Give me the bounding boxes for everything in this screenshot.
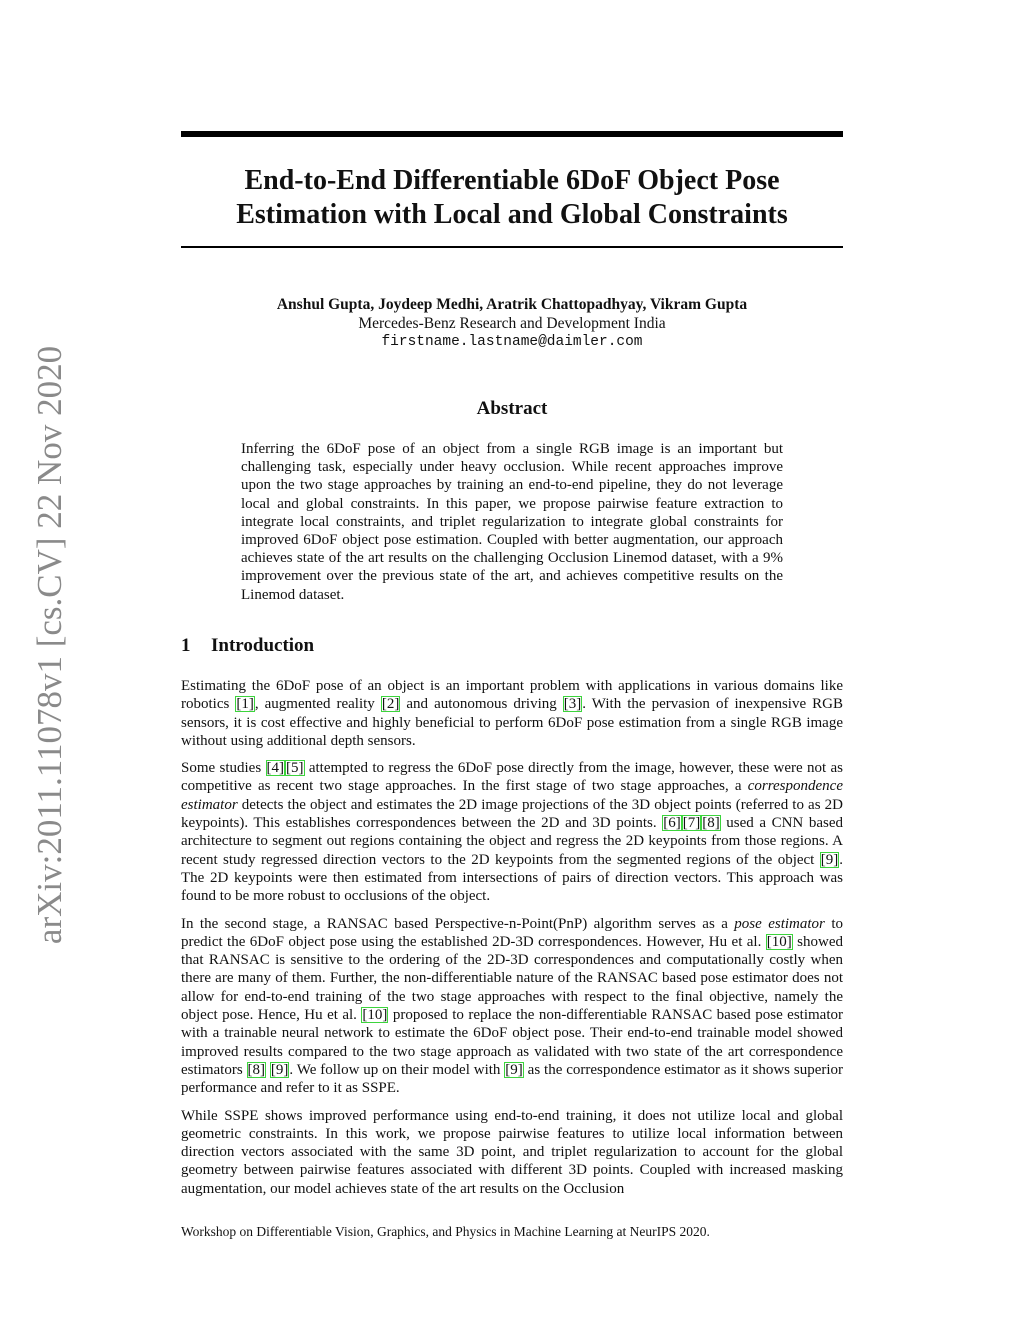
section-title: Introduction bbox=[211, 635, 315, 656]
citation-link[interactable]: [8] bbox=[702, 815, 720, 832]
title-line-2: Estimation with Local and Global Constraints bbox=[236, 199, 788, 230]
paragraph-1 bbox=[181, 677, 843, 750]
paragraph-4: While SSPE shows improved performance using end-to-end training, it does not utilize local and global geometric constraints. In this work, we propose pairwise features to utilize local information between direction vectors associated with the same 3D point, and triplet regularization to account for the global geometry between pairwise features associated with different 3D points. Coupled with increased masking augmentation, our model achieves state of the art results on the Occlusion bbox=[181, 1107, 843, 1197]
emphasis-term: correspondence estimator bbox=[181, 778, 843, 813]
text-run: and autonomous driving bbox=[400, 696, 563, 713]
text-run: proposed to replace the non-differentiable RANSAC based pose estimator with a trainable neural network to estimate the 6DoF object pose. Their end-to-end trainable model showed improved results compared to the two stage approach as validated with two state of the art correspondence estimators bbox=[181, 1007, 843, 1078]
abstract-heading: Abstract bbox=[476, 398, 548, 419]
arxiv-stamp: arXiv:2011.11078v1 [cs.CV] 22 Nov 2020 bbox=[30, 345, 69, 945]
text-run: , augmented reality bbox=[254, 696, 381, 713]
text-run: . The 2D keypoints were then estimated from intersections of pairs of direction vectors. This approach was found to be more robust to occlusions of the object. bbox=[181, 851, 843, 905]
title-line-1: End-to-End Differentiable 6DoF Object Pose bbox=[244, 165, 780, 196]
text-run: as the correspondence estimator as it shows superior performance and refer to it as SSPE. bbox=[181, 1061, 844, 1097]
text-run: . With the pervasion of inexpensive RGB sensors, it is cost effective and highly beneficial to perform 6DoF pose estimation from a single RGB image without using additional depth sensors. bbox=[181, 696, 843, 749]
emphasis-term: pose estimator bbox=[734, 915, 825, 932]
abstract-text: Inferring the 6DoF pose of an object from a single RGB image is an important but challenging task, especially under heavy occlusion. While recent approaches improve upon the two stage approaches by training an end-to-end pipeline, they do not leverage local and global constraints. In this paper, we propose pairwise feature extraction to integrate local constraints, and triplet regularization to integrate global constraints for improved 6DoF object pose estimation. Coupled with better augmentation, our approach achieves state of the art results on the challenging Occlusion Linemod dataset, with a 9% improvement over the previous state of the art, and achieves competitive results on the Linemod dataset. bbox=[241, 441, 783, 603]
paragraph-2 bbox=[181, 759, 843, 905]
citation-link[interactable]: [2] bbox=[381, 696, 400, 713]
text-run: Estimating the 6DoF pose of an object is an important problem with applications in various domains like robotics bbox=[181, 678, 843, 713]
title-top-rule bbox=[181, 131, 843, 137]
section-number: 1 bbox=[181, 635, 191, 656]
text-run: . We follow up on their model with bbox=[289, 1061, 505, 1078]
author-names: Anshul Gupta, Joydeep Medhi, Aratrik Chattopadhyay, Vikram Gupta bbox=[276, 296, 748, 313]
paragraph-3 bbox=[181, 915, 843, 1098]
introduction-body bbox=[181, 677, 843, 1207]
text-run: showed that RANSAC is sensitive to the ordering of the 2D-3D correspondences and computationally costly when there are many of them. Further, the non-differentiable nature of the RANSAC based pose estimator does not allow for end-to-end training of the two stage approaches with respect to the final objective, namely the object pose. Hence, Hu et al. bbox=[181, 933, 844, 1024]
citation-link[interactable]: [10] bbox=[766, 933, 792, 950]
citation-link[interactable]: [5] bbox=[286, 760, 304, 777]
citation-link[interactable]: [9] bbox=[505, 1061, 523, 1078]
text-run: attempted to regress the 6DoF pose directly from the image, however, these were not as competitive as recent two stage approaches. In the first stage of two stage approaches, a bbox=[181, 760, 843, 795]
text-run: to predict the 6DoF object pose using the established 2D-3D correspondences. However, Hu et al. bbox=[181, 915, 843, 950]
affiliation: Mercedes-Benz Research and Development India bbox=[358, 315, 666, 332]
citation-link[interactable]: [3] bbox=[563, 696, 582, 713]
paper-title bbox=[181, 164, 843, 232]
text-run: detects the object and estimates the 2D image projections of the 3D object points (referred to as 2D keypoints). This establishes correspondences between the 2D and 3D points. bbox=[181, 796, 843, 832]
venue-footnote: Workshop on Differentiable Vision, Graphics, and Physics in Machine Learning at NeurIPS 2020. bbox=[181, 1224, 710, 1239]
author-email: firstname.lastname@daimler.com bbox=[381, 334, 643, 350]
citation-link[interactable]: [6] bbox=[663, 815, 681, 832]
text-run: Some studies bbox=[181, 760, 266, 777]
title-bottom-rule bbox=[181, 246, 843, 248]
author-block bbox=[181, 295, 843, 352]
citation-link[interactable]: [9] bbox=[270, 1061, 289, 1078]
text-run: used a CNN based architecture to segment out regions containing the object and regress the 2D keypoints from those regions. A recent study regressed direction vectors to the 2D keypoints from the segmented regions of the object bbox=[181, 815, 843, 868]
text-run: In the second stage, a RANSAC based Perspective-n-Point(PnP) algorithm serves as a bbox=[181, 915, 735, 932]
citation-link[interactable]: [10] bbox=[362, 1007, 388, 1024]
citation-link[interactable]: [8] bbox=[247, 1061, 266, 1078]
citation-link[interactable]: [7] bbox=[682, 815, 701, 832]
citation-link[interactable]: [4] bbox=[266, 760, 285, 777]
citation-link[interactable]: [1] bbox=[236, 696, 254, 713]
section-heading-introduction bbox=[181, 635, 314, 657]
citation-link[interactable]: [9] bbox=[820, 851, 839, 868]
